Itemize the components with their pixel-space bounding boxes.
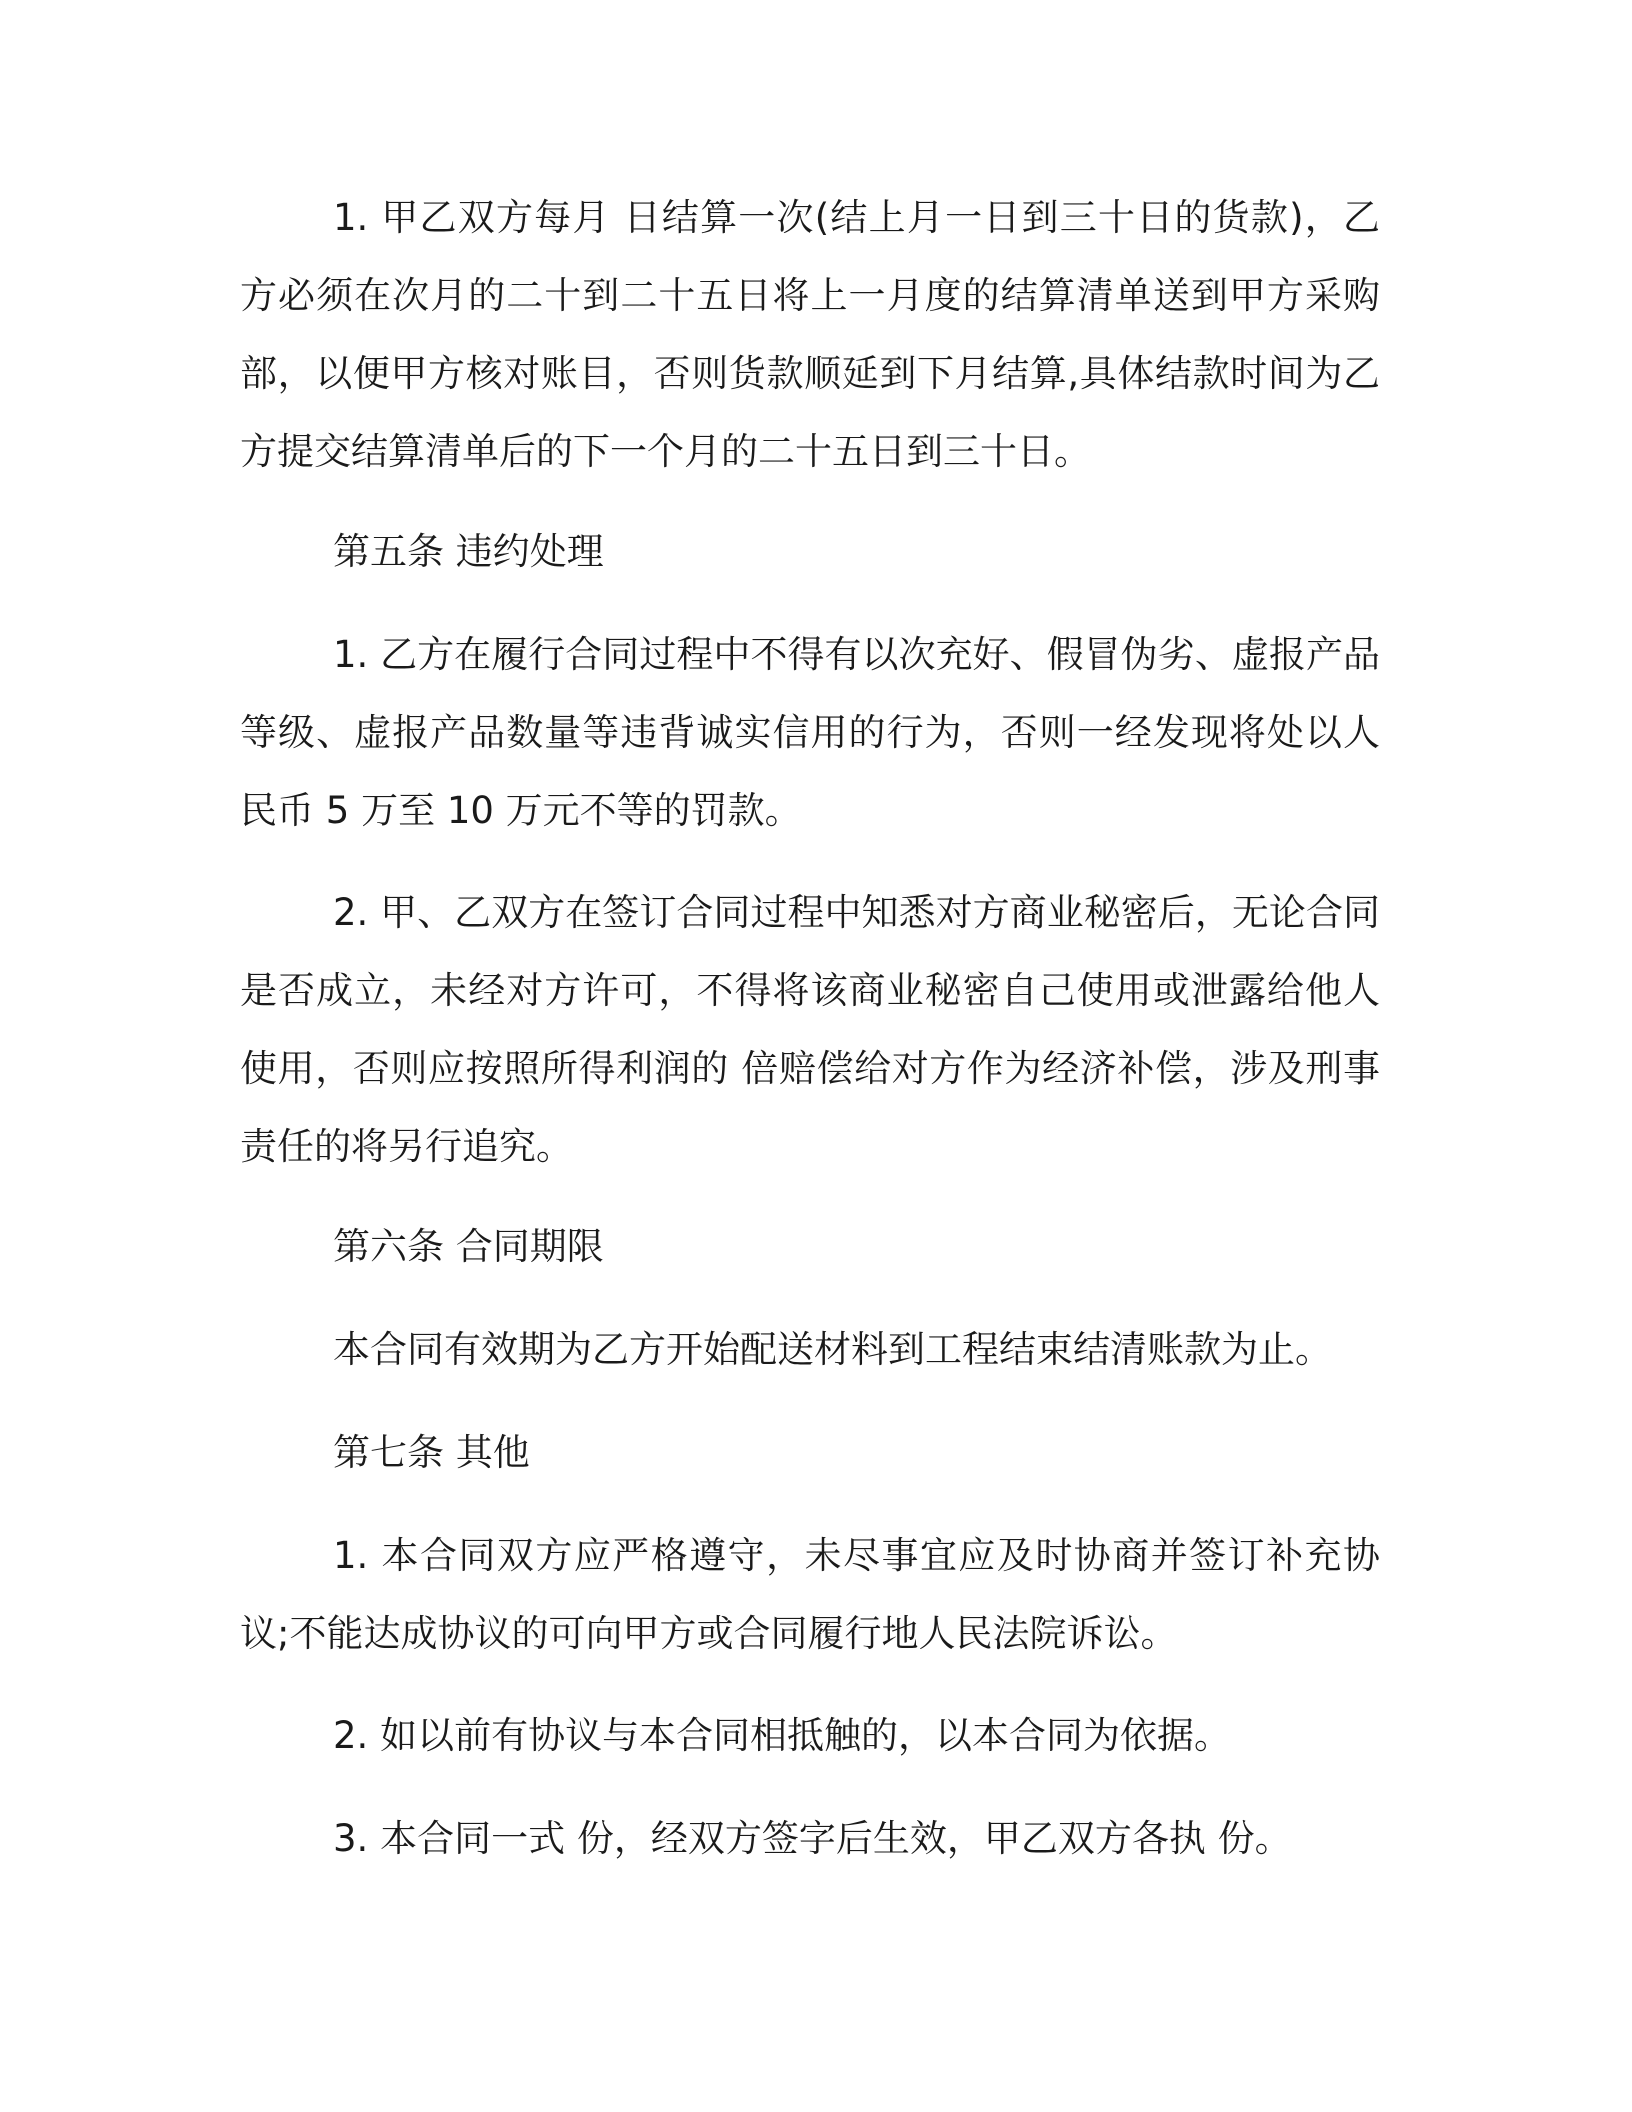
article-6-clause: 本合同有效期为乙方开始配送材料到工程结束结清账款为止。 (333, 1328, 1332, 1371)
article-7-clause-1: 1. 本合同双方应严格遵守，未尽事宜应及时协商并签订补充协议;不能达成协议的可向甲方或合同履行地人民法院诉讼。 (240, 1534, 1380, 1655)
article-7-clause-3: 3. 本合同一式 份，经双方签字后生效，甲乙双方各执 份。 (333, 1817, 1292, 1860)
settlement-clause-paragraph: 1. 甲乙双方每月 日结算一次(结上月一日到三十日的货款)，乙方必须在次月的二十到二十五日将上一月度的结算清单送到甲方采购部，以便甲方核对账目，否则货款顺延到下月结算,具体结款时间为乙方提交结算清单后的下一个月的二十五日到三十日。 (240, 196, 1380, 473)
article-5-clause-1: 1. 乙方在履行合同过程中不得有以次充好、假冒伪劣、虚报产品等级、虚报产品数量等违背诚实信用的行为，否则一经发现将处以人民币 5 万至 10 万元不等的罚款。 (240, 633, 1380, 832)
article-6-heading: 第六条 合同期限 (333, 1225, 604, 1268)
article-7-clause-2: 2. 如以前有协议与本合同相抵触的，以本合同为依据。 (333, 1714, 1232, 1757)
article-5-heading: 第五条 违约处理 (333, 530, 604, 573)
article-7-heading: 第七条 其他 (333, 1431, 530, 1474)
article-5-clause-2: 2. 甲、乙双方在签订合同过程中知悉对方商业秘密后，无论合同是否成立，未经对方许可，不得将该商业秘密自己使用或泄露给他人使用，否则应按照所得利润的 倍赔偿给对方作为经济补偿，涉及刑事责任的将另行追究。 (240, 891, 1380, 1168)
